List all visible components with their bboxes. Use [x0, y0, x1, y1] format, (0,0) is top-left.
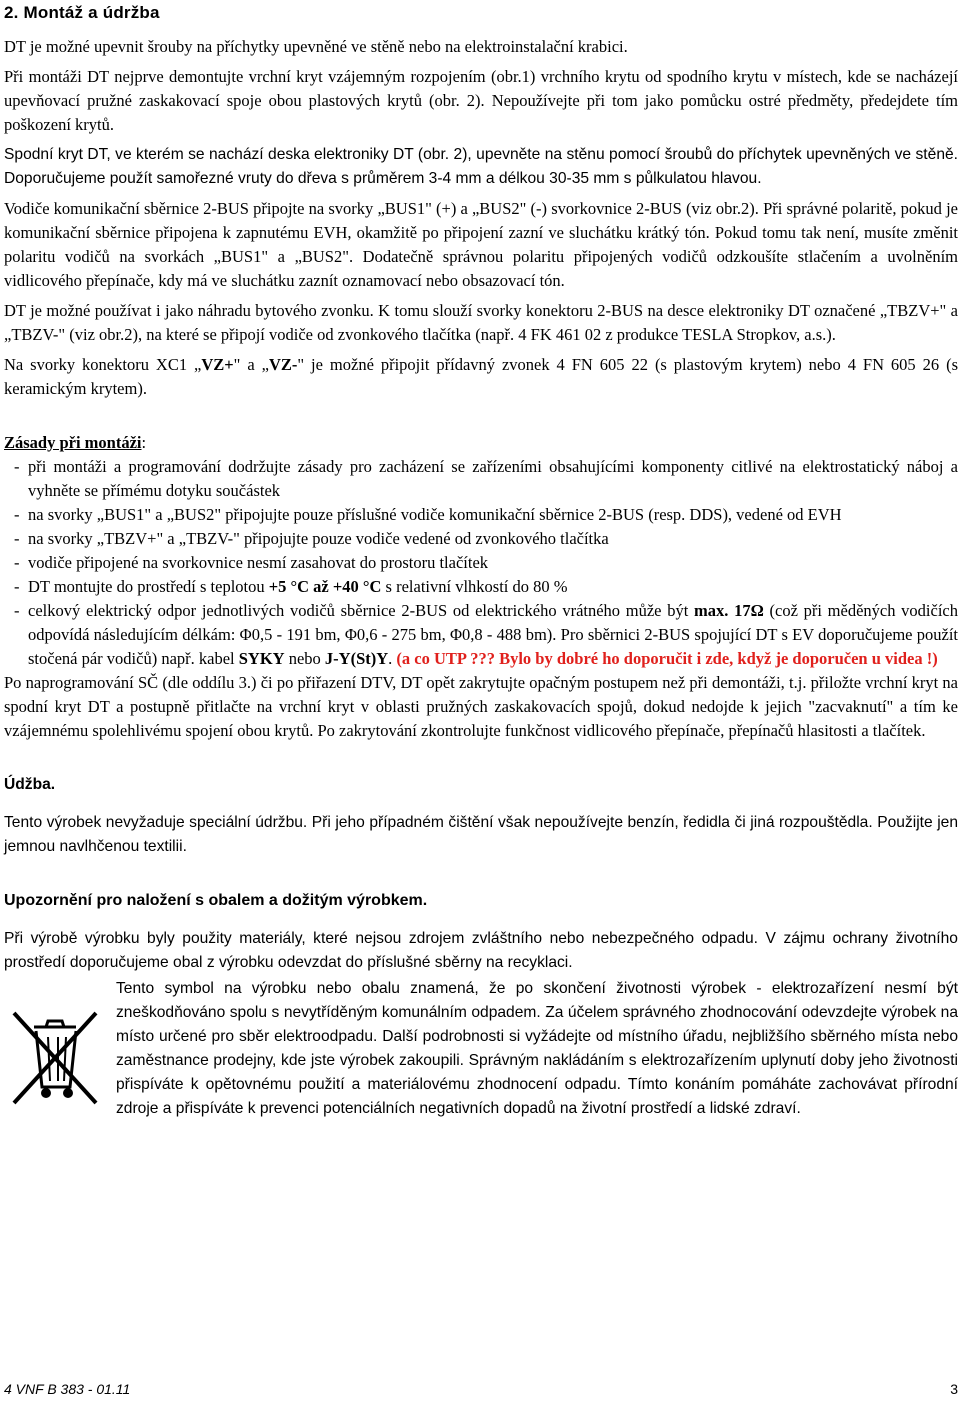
page-footer — [4, 1380, 958, 1398]
maintenance-text: Tento výrobek nevyžaduje speciální údržbu. Při jeho případném čištění však nepoužívejte benzín, ředidla či jiná rozpouštědla. Použijte jen jemnou navlhčenou textilii. — [4, 814, 958, 855]
cable-syky: SYKY — [238, 649, 285, 668]
temp-range: +5 °C až +40 °C — [268, 577, 382, 596]
maintenance-heading: Údžba. — [4, 776, 56, 793]
disposal-heading: Upozornění pro naložení s obalem a dožitým výrobkem. — [4, 892, 428, 909]
paragraph-mounting-intro: DT je možné upevnit šrouby na příchytky upevněné ve stěně nebo na elektroinstalační krabici. — [4, 37, 628, 56]
list-item: - na svorky „BUS1" a „BUS2" připojujte pouze příslušné vodiče komunikační sběrnice 2-BUS (resp. DDS), vedené od EVH — [4, 503, 958, 527]
principles-colon: : — [141, 433, 147, 452]
terminal-vz-plus: VZ+ — [201, 355, 234, 374]
cable-jysty: J-Y(St)Y — [324, 649, 389, 668]
paragraph-bus-wiring: Vodiče komunikační sběrnice 2-BUS připojte na svorky „BUS1" (+) a „BUS2" (-) svorkovnice 2-BUS (viz obr.2). Při správné polaritě, pokud je komunikační sběrnice připojena k zapnutému EVH, okamžitě po připojení zazní ve sluchátku krátký tón. Pokud tomu tak není, musíte změnit polaritu vodičů na svorkách „BUS1" a „BUS2". Dodatečně správnou polaritu připojených vodičů odzkoušíte stlačením a uvolněním vidlicového přepínače, kdy má ve sluchátku zaznít oznamovací nebo obsazovací tón. — [4, 199, 958, 290]
footer-doc-id: 4 VNF B 383 - 01.11 — [4, 1381, 131, 1397]
resistance-text-1: celkový elektrický odpor jednotlivých vodičů sběrnice 2-BUS od elektrického vrátného může být — [28, 601, 695, 620]
principles-heading: Zásady při montáži — [4, 433, 142, 452]
temp-text-1: DT montujte do prostředí s teplotou — [28, 577, 269, 596]
resistance-text-4: . — [388, 649, 397, 668]
list-item: - při montáži a programování dodržujte zásady pro zacházení se zařízeními obsahujícími komponenty citlivé na elektrostatický náboj a vyhněte se přímému dotyku součástek — [4, 455, 958, 503]
weee-block — [4, 977, 958, 1121]
editor-note-red: (a co UTP ??? Bylo by dobré ho doporučit i zde, když je doporučen u videa !) — [396, 649, 938, 668]
section-title: 2. Montáž a údržba — [4, 3, 160, 22]
paragraph-disassembly: Při montáži DT nejprve demontujte vrchní kryt vzájemným rozpojením (obr.1) vrchního krytu od spodního krytu v místech, kde se nacházejí upevňovací pružné zaskakovací spoje obou plastových krytů (obr. 2). Nepoužívejte při tom jako pomůcku ostré předměty, předejdete tím poškození krytů. — [4, 67, 958, 134]
list-item: - na svorky „TBZV+" a „TBZV-" připojujte pouze vodiče vedené od zvonkového tlačítka — [4, 527, 958, 551]
extra-bell-text-3: " je možné připojit přídavný zvonek 4 FN 605 22 (s plastovým krytem) nebo 4 FN 605 26 (s keramickým krytem). — [4, 355, 958, 398]
disposal-text: Při výrobě výrobku byly použity materiály, které nejsou zdrojem zvláštního nebo nebezpečného odpadu. V zájmu ochrany životního prostředí doporučujeme obal z výrobku odevzdat do příslušné sběrny na recyklaci. — [4, 930, 958, 971]
list-item — [4, 599, 958, 671]
footer-page-number: 3 — [950, 1381, 958, 1397]
list-item — [4, 575, 958, 599]
principles-heading-line — [4, 431, 958, 455]
temp-text-2: s relativní vlhkostí do 80 % — [381, 577, 568, 596]
paragraph-bottom-cover: Spodní kryt DT, ve kterém se nachází deska elektroniky DT (obr. 2), upevněte na stěnu pomocí šroubů do příchytek upevněných ve stěně. Doporučujeme použít samořezné vruty do dřeva s průměrem 3-4 mm a délkou 30-35 mm s půlkulatou hlavou. — [4, 146, 958, 187]
terminal-vz-minus: VZ- — [268, 355, 298, 374]
principles-list — [4, 455, 958, 671]
resistance-text-3: nebo — [284, 649, 325, 668]
resistance-text-2: (což při měděných vodičích odpovídá následujícím délkám: Φ0,5 - 191 bm, Φ0,6 - 275 bm, Φ0,8 - 488 bm). Pro sběrnici 2-BUS spojující DT s EV doporučujeme použít stočená pár vodičů) např. kabel — [28, 601, 958, 668]
list-item: - vodiče připojené na svorkovnice nesmí zasahovat do prostoru tlačítek — [4, 551, 958, 575]
extra-bell-text-1: Na svorky konektoru XC1 „ — [4, 355, 202, 374]
extra-bell-text-2: " a „ — [233, 355, 269, 374]
paragraph-extra-bell — [4, 353, 958, 401]
weee-text: Tento symbol na výrobku nebo obalu znamená, že po skončení životnosti výrobek - elektrozařízení nesmí být zneškodňováno spolu s nevytříděným komunálním odpadem. Za účelem správného zhodnocování odevzdejte výrobek na místo určené pro sběr elektroodpadu. Další podrobnosti si vyžádejte od místního úřadu, nejbližšího sběrného místa nebo zaměstnance prodejny, kde jste výrobek zakoupili. Správným nakládáním s elektrozařízením uplynutí doby jeho životnosti přispíváte k opětovnému použití a materiálovému zhodnocení odpadu. Tímto konáním pomáháte zachovávat přírodní zdroje a přispíváte k prevenci potenciálních negativních dopadů na životní prostředí a lidské zdraví. — [116, 980, 958, 1117]
paragraph-doorbell: DT je možné používat i jako náhradu bytového zvonku. K tomu slouží svorky konektoru 2-BUS na desce elektroniky DT označené „TBZV+" a „TBZV-" (viz obr.2), na které se připojí vodiče od zvonkového tlačítka (např. 4 FK 461 02 z produkce TESLA Stropkov, a.s.). — [4, 301, 958, 344]
paragraph-reassembly: Po naprogramování SČ (dle oddílu 3.) či po přiřazení DTV, DT opět zakrytujte opačným postupem než při demontáži, t.j. přiložte vrchní kryt na spodní kryt DT a postupně přitlačte na vrchní kryt v oblasti pružných zaskakovacích spojů, dokud nedojde k jejich "zacvaknutí" a tím ke vzájemnému spolehlivému spojení obou krytů. Po zakrytování zkontrolujte funkčnost vidlicového přepínače, přepínačů hlasitosti a tlačítek. — [4, 673, 958, 740]
resistance-max: max. 17Ω — [694, 601, 764, 620]
crossed-out-wheelie-bin-icon — [6, 1003, 102, 1111]
document-page — [4, 0, 958, 1401]
